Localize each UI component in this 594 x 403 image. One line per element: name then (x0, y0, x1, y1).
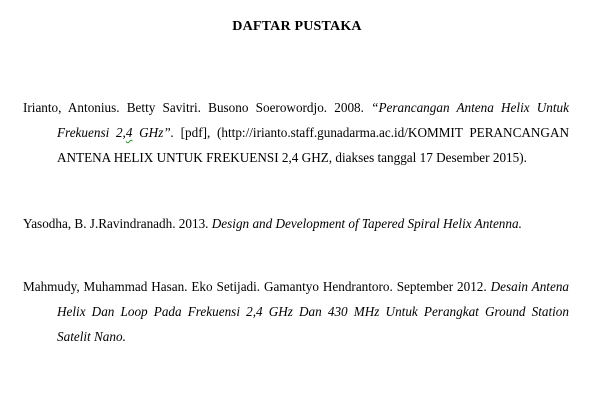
reference-entry-1 (23, 95, 569, 170)
reference-1-title: “Perancangan Antena Helix Untuk Frekuensi 2,4 GHz”. (57, 100, 570, 140)
reference-1-source: [pdf], (http://irianto.staff.gunadarma.ac.id/KOMMIT PERANCANGAN ANTENA HELIX UNTUK FREKUENSI 2,4 GHZ, diakses tanggal 17 Desember 2015). (57, 125, 569, 165)
reference-2-title: Design and Development of Tapered Spiral Helix Antenna. (211, 216, 522, 231)
reference-1-authors: Irianto, Antonius. Betty Savitri. Busono Soerowordjo. 2008. (23, 100, 364, 115)
page-title: DAFTAR PUSTAKA (232, 19, 362, 34)
reference-3-authors: Mahmudy, Muhammad Hasan. Eko Setijadi. Gamantyo Hendrantoro. September 2012. (23, 279, 487, 294)
spelling-underline-mark: 4 (125, 125, 133, 140)
reference-entry-3 (23, 274, 569, 349)
reference-2-authors: Yasodha, B. J.Ravindranadh. 2013. (23, 216, 209, 231)
reference-entry-2 (23, 211, 569, 236)
reference-3-title: Desain Antena Helix Dan Loop Pada Frekuensi 2,4 GHz Dan 430 MHz Untuk Perangkat Ground Station Satelit Nano. (57, 279, 570, 344)
